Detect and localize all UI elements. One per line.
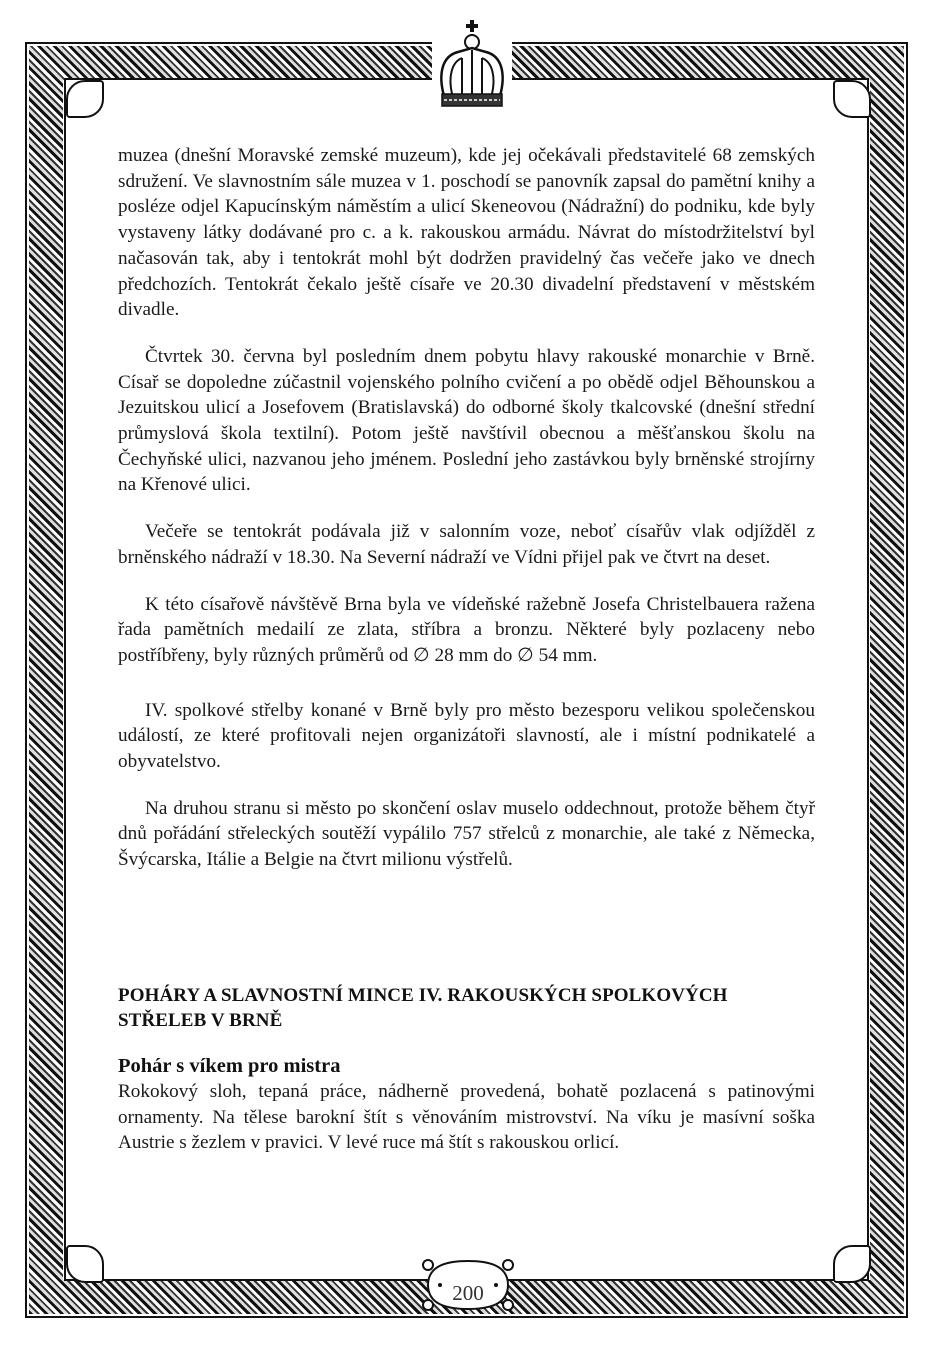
corner-leaf-icon [66,1245,104,1283]
section-heading: POHÁRY A SLAVNOSTNÍ MINCE IV. RAKOUSKÝCH SPOLKOVÝCH STŘELEB V BRNĚ [118,984,728,1031]
body-paragraph: muzea (dnešní Moravské zemské muzeum), kde jej očekávali představitelé 68 zemských sdružení. Ve slavnostním sále muzea v 1. poschodí se panovník zapsal do pamětní knihy a posléze odjel Kapucínským náměstím a ulicí Skeneovou (Nádražní) do podniku, kde byly vystaveny látky dodávané pro c. a k. rakouskou armádu. Návrat do místodržitelství byl načasován tak, aby i tentokrát mohl být dodržen pravidelný čas večeře jako ve dnech předchozích. Tentokrát čekalo ještě císaře ve 20.30 divadelní představení v městském divadle. [118,145,815,321]
crown-icon [432,14,512,114]
page-content [118,143,815,1156]
page-number: 200 [452,1281,484,1305]
body-paragraph: IV. spolkové střelby konané v Brně byly pro město bezesporu velikou společenskou událostí, ze které profitovali nejen organizátoři slavností, ale i místní podnikatelé a obyvatelstvo. [118,699,815,773]
corner-leaf-icon [833,1245,871,1283]
corner-leaf-icon [833,80,871,118]
body-paragraph: Večeře se tentokrát podávala již v salonním voze, neboť císařův vlak odjížděl z brněnského nádraží v 18.30. Na Severní nádraží ve Vídni přijel pak ve čtvrt na deset. [118,521,815,568]
body-paragraph: Čtvrtek 30. června byl posledním dnem pobytu hlavy rakouské monarchie v Brně. Císař se dopoledne zúčastnil vojenského polního cvičení a po obědě odjel Běhounskou a Jezuitskou ulicí a Josefovem (Bratislavská) do odborné školy tkalcovské (dnešní střední průmyslová škola textilní). Potom ještě navštívil obecnou a měšťanskou školu na Čechyňské ulici, nazvanou jeho jménem. Poslední jeho zastávkou byly brněnské strojírny na Křenové ulici. [118,345,815,496]
body-paragraph: Na druhou stranu si město po skončení oslav muselo oddechnout, protože během čtyř dnů pořádání střeleckých soutěží vypálilo 757 střelců z monarchie, ale také z Německa, Švýcarska, Itálie a Belgie na čtvrt milionu výstřelů. [118,797,815,871]
subheading: Pohár s víkem pro mistra [118,1054,341,1077]
body-paragraph: Rokokový sloh, tepaná práce, nádherně provedená, bohatě pozlacená s patinovými ornamenty. Na tělese barokní štít s věnováním mistrovství. Na víku je masívní soška Austrie s žezlem v pravici. V levé ruce má štít s rakouskou orlicí. [118,1080,815,1154]
corner-leaf-icon [66,80,104,118]
body-paragraph: K této císařově návštěvě Brna byla ve vídeňské ražebně Josefa Christelbauera ražena řada pamětních medailí ze zlata, stříbra a bronzu. Některé byly pozlaceny nebo postříbřeny, byly různých průměrů od ∅ 28 mm do ∅ 54 mm. [118,593,815,666]
